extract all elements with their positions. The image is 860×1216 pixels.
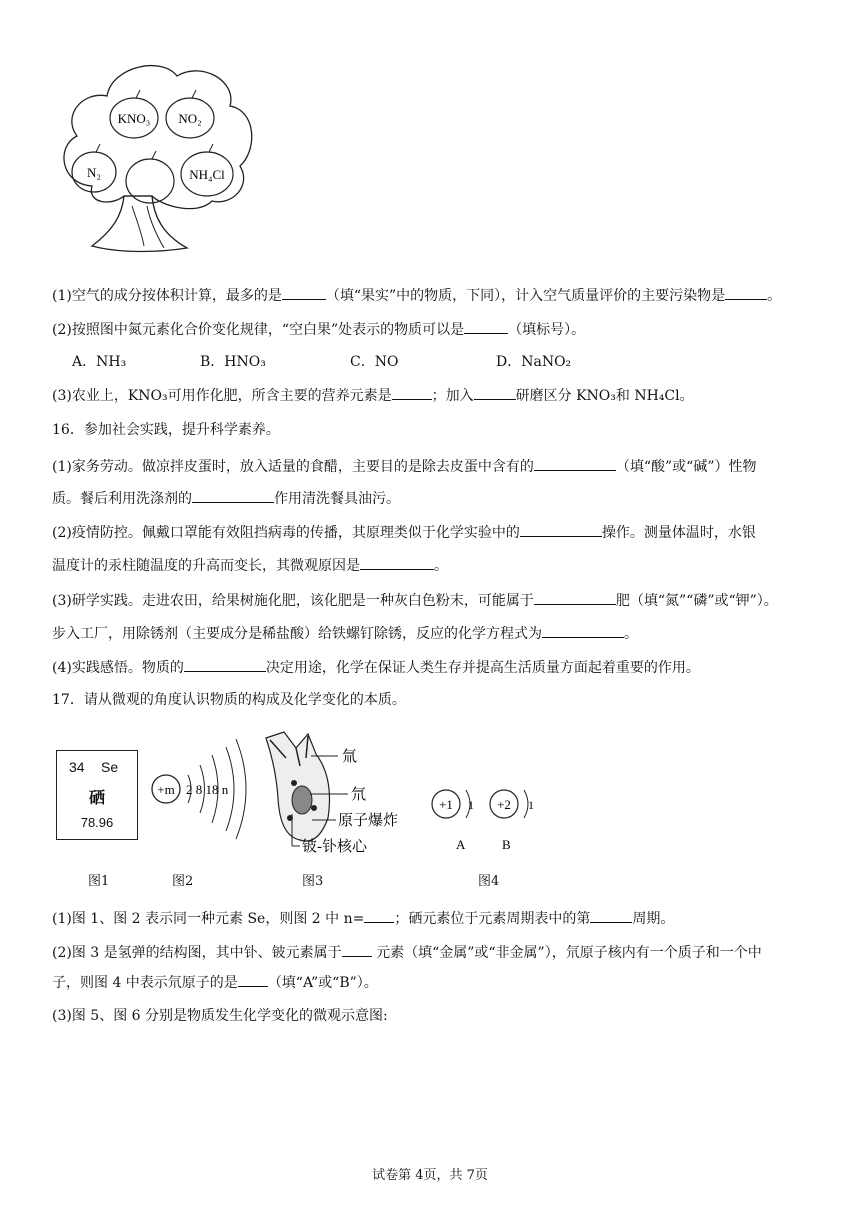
- option-d[interactable]: D．NaNO₂: [496, 354, 572, 370]
- q16-title: 16．参加社会实践，提升科学素养。: [52, 422, 280, 438]
- element-tile-figure: [56, 750, 138, 840]
- hydrogen-bomb-diagram: [256, 728, 446, 860]
- q15-part3: (3)农业上，KNO₃可用作化肥，所含主要的营养元素是 ；加入 研磨区分 KNO₃和 NH₄Cl。: [52, 385, 694, 406]
- fruit-blank: [126, 151, 174, 203]
- answer-blank[interactable]: [360, 555, 434, 570]
- page-footer: 试卷第 4页，共 7页: [372, 1168, 488, 1183]
- answer-blank[interactable]: [282, 285, 326, 300]
- figure-4-caption: 图4: [478, 874, 500, 889]
- answer-blank[interactable]: [474, 385, 516, 400]
- q16-part2: (2)疫情防控。佩戴口罩能有效阻挡病毒的传播，其原理类似于化学实验中的 操作。测量体温时，水银: [52, 522, 756, 543]
- answer-blank[interactable]: [184, 657, 266, 672]
- atom-a-nucleus: +1: [439, 797, 453, 812]
- atom-a-label: A: [456, 837, 466, 852]
- shell-electrons: 2 8 18 n: [186, 782, 229, 797]
- answer-blank[interactable]: [534, 590, 616, 605]
- fruit-label: NH₄Cl: [189, 167, 225, 182]
- option-a[interactable]: A．NH₃: [72, 354, 127, 370]
- atomic-mass: 78.96: [80, 815, 114, 830]
- atom-b-shell: 1: [528, 798, 534, 812]
- fruit-5: [181, 144, 233, 196]
- q16-part3: (3)研学实践。走进农田，给果树施化肥，该化肥是一种灰白色粉末，可能属于 肥（填“氮”“磷”或“钾”）。: [52, 590, 778, 611]
- label-tritium: 氚: [342, 749, 358, 765]
- answer-blank[interactable]: [534, 456, 616, 471]
- fruit-3: [72, 144, 116, 192]
- answer-blank[interactable]: [364, 908, 394, 923]
- answer-blank[interactable]: [464, 319, 508, 334]
- q16-part1: (1)家务劳动。做凉拌皮蛋时，放入适量的食醋，主要目的是除去皮蛋中含有的 （填“酸”或“碱”）性物: [52, 456, 756, 477]
- nucleus-label: +m: [157, 782, 175, 797]
- answer-blank[interactable]: [392, 385, 432, 400]
- fruit-label: KNO₃: [117, 111, 151, 126]
- fruit-label: NO₂: [178, 111, 202, 126]
- atoms-a-b-diagram: [424, 782, 554, 854]
- figure-3-caption: 图3: [302, 874, 324, 889]
- fruit-tree-figure: [52, 56, 262, 266]
- q16-part3-cont: 步入工厂，用除锈剂（主要成分是稀盐酸）给铁螺钉除锈，反应的化学方程式为 。: [52, 623, 638, 644]
- atom-a-shell: 1: [468, 798, 474, 812]
- q15-part1: (1)空气的成分按体积计算，最多的是 （填“果实”中的物质，下同），计入空气质量评价的主要污染物是 。: [52, 285, 781, 306]
- label-atomic-explosion: 原子爆炸: [338, 813, 399, 829]
- answer-blank[interactable]: [725, 285, 767, 300]
- q17-part3: (3)图 5、图 6 分别是物质发生化学变化的微观示意图:: [52, 1008, 388, 1024]
- atomic-number: 34: [69, 759, 85, 775]
- q16-part4: (4)实践感悟。物质的 决定用途，化学在保证人类生存并提高生活质量方面起着重要的作用。: [52, 657, 700, 678]
- atom-b-nucleus: +2: [497, 797, 511, 812]
- label-deuterium: 氘: [351, 787, 367, 803]
- atom-structure-diagram: [144, 725, 264, 855]
- fruit-2: [166, 90, 214, 138]
- q15-options: [72, 352, 571, 372]
- q15-part2: (2)按照图中氮元素化合价变化规律，“空白果”处表示的物质可以是 （填标号）。: [52, 319, 585, 340]
- option-c[interactable]: C．NO: [350, 354, 399, 370]
- option-b[interactable]: B．HNO₃: [200, 354, 266, 370]
- figure-1-caption: 图1: [88, 874, 110, 889]
- q16-part1-cont: 质。餐后利用洗涤剂的 作用清洗餐具油污。: [52, 488, 400, 509]
- atom-b-label: B: [502, 837, 511, 852]
- figure-2-caption: 图2: [172, 874, 194, 889]
- q17-part1: (1)图 1、图 2 表示同一种元素 Se，则图 2 中 n= ；硒元素位于元素周期表中的第 周期。: [52, 908, 674, 929]
- answer-blank[interactable]: [238, 972, 268, 987]
- answer-blank[interactable]: [542, 623, 624, 638]
- element-name: 硒: [88, 788, 105, 807]
- answer-blank[interactable]: [520, 522, 602, 537]
- fruit-1: [110, 90, 158, 138]
- answer-blank[interactable]: [192, 488, 274, 503]
- element-symbol: Se: [101, 759, 119, 775]
- q17-part2-cont: 子，则图 4 中表示氘原子的是 （填“A”或“B”）。: [52, 972, 378, 993]
- answer-blank[interactable]: [342, 942, 372, 957]
- q16-part2-cont: 温度计的汞柱随温度的升高而变长，其微观原因是 。: [52, 555, 448, 576]
- q17-part2: (2)图 3 是氢弹的结构图，其中钋、铍元素属于 元素（填“金属”或“非金属”），氘原子核内有一个质子和一个中: [52, 942, 762, 963]
- fruit-label: N₂: [87, 165, 101, 180]
- q17-title: 17．请从微观的角度认识物质的构成及化学变化的本质。: [52, 692, 406, 708]
- label-core: 铍-钋核心: [302, 839, 367, 855]
- answer-blank[interactable]: [590, 908, 632, 923]
